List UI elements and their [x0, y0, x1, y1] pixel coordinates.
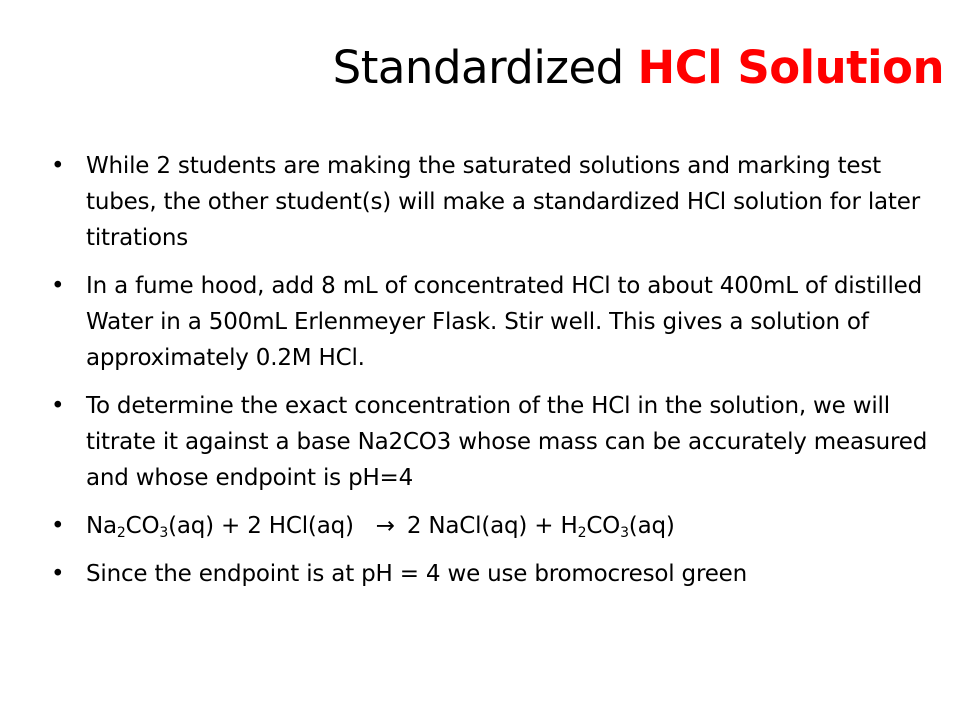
eq-text: CO — [586, 513, 621, 539]
title-accent: HCl Solution — [637, 41, 944, 94]
bullet-list — [48, 148, 928, 604]
eq-subscript: 3 — [159, 525, 169, 541]
bullet-item — [48, 268, 928, 376]
title-plain: Standardized — [332, 41, 638, 94]
chemical-equation — [86, 513, 675, 539]
eq-subscript: 2 — [577, 525, 587, 541]
bullet-text: Since the endpoint is at pH = 4 we use bromocresol green — [86, 561, 747, 587]
eq-text: CO — [125, 513, 160, 539]
bullet-item — [48, 556, 928, 592]
eq-text: 2 NaCl(aq) + H — [406, 513, 578, 539]
slide-title — [0, 36, 944, 100]
eq-text: (aq) — [628, 513, 675, 539]
bullet-text: To determine the exact concentration of the HCl in the solution, we will titrate it against a base Na2CO3 whose mass can be accurately measured and whose endpoint is pH=4 — [86, 393, 928, 491]
bullet-dot: • — [51, 561, 65, 587]
bullet-item — [48, 388, 928, 496]
bullet-dot: • — [51, 153, 65, 179]
eq-text: Na — [86, 513, 117, 539]
bullet-dot: • — [51, 513, 65, 539]
bullet-item — [48, 148, 928, 256]
right-arrow-icon: → — [375, 513, 395, 539]
equation-bullet — [48, 508, 928, 544]
bullet-text: In a fume hood, add 8 mL of concentrated HCl to about 400mL of distilled Water in a 500mL Erlenmeyer Flask. Stir well. This gives a solution of approximately 0.2M HCl. — [86, 273, 922, 371]
bullet-dot: • — [51, 273, 65, 299]
eq-subscript: 2 — [116, 525, 126, 541]
eq-subscript: 3 — [620, 525, 629, 541]
bullet-text: While 2 students are making the saturated solutions and marking test tubes, the other student(s) will make a standardized HCl solution for later titrations — [86, 153, 920, 251]
eq-text: (aq) + 2 HCl(aq) — [168, 513, 354, 539]
bullet-dot: • — [51, 393, 65, 419]
